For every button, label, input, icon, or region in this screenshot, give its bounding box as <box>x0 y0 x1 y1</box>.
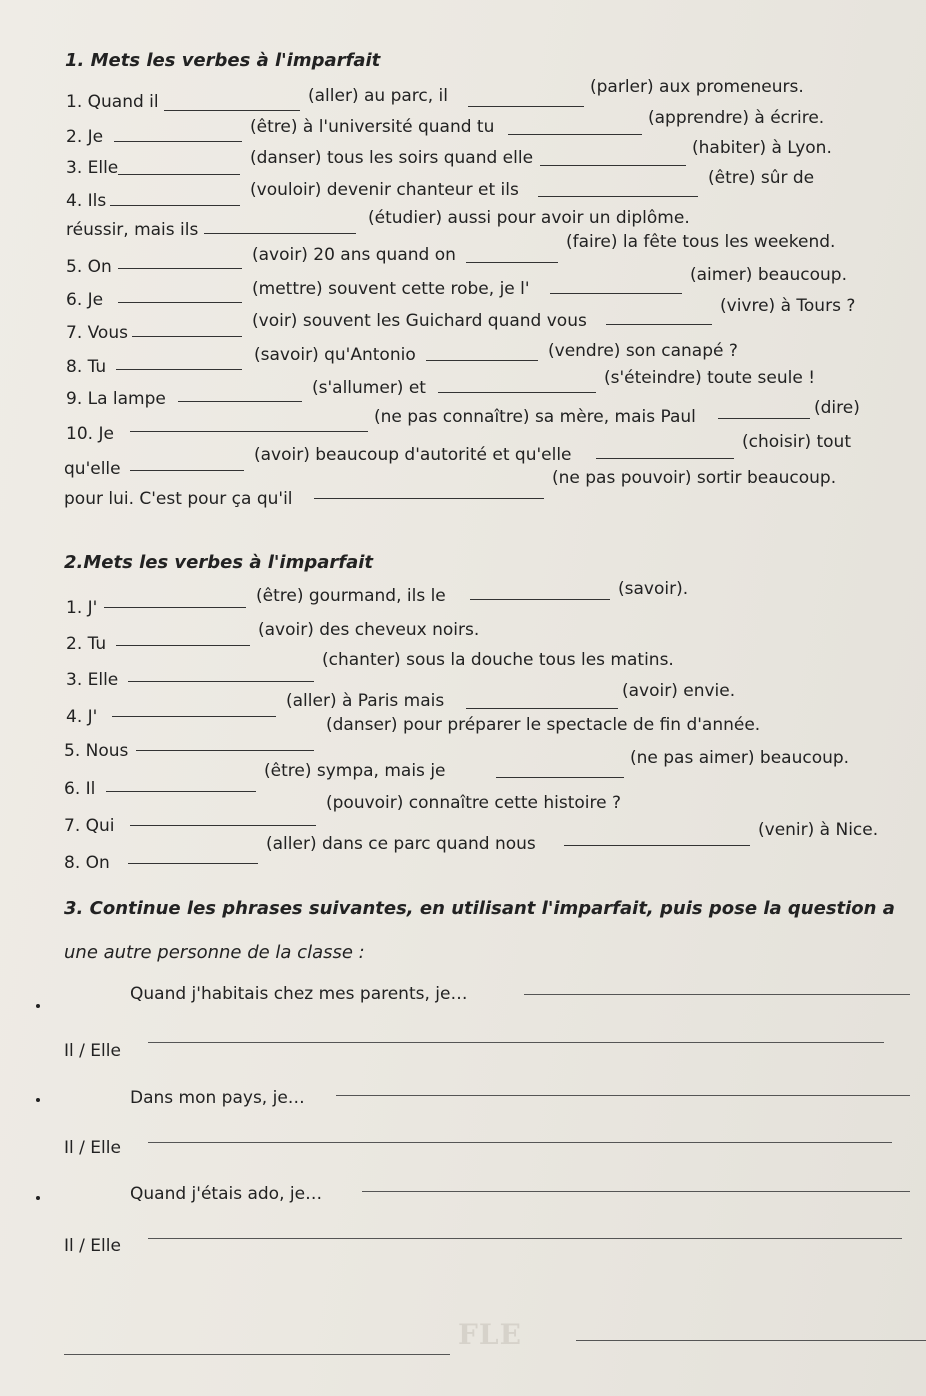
s2-r7-blank1[interactable] <box>130 825 316 826</box>
s2-r4-blank2[interactable] <box>466 708 618 709</box>
s2-r8-end: (venir) à Nice. <box>758 820 879 840</box>
s1-r3-start: 3. Elle <box>66 158 119 178</box>
s1-r4-blank1[interactable] <box>110 205 240 206</box>
s2-r5-start: 5. Nous <box>64 741 129 761</box>
s2-r8-start: 8. On <box>64 853 110 873</box>
s1-r4b-blank1[interactable] <box>204 233 356 234</box>
s2-r4-blank1[interactable] <box>112 716 276 717</box>
s2-r6-end: (ne pas aimer) beaucoup. <box>630 748 850 768</box>
s3-answer-line-3[interactable] <box>362 1191 910 1192</box>
s1-r7-end: (vivre) à Tours ? <box>720 296 856 316</box>
s1-r3-mid: (danser) tous les soirs quand elle <box>250 148 534 168</box>
s1-r2-start: 2. Je <box>66 127 104 147</box>
bullet-2 <box>36 1098 40 1102</box>
s3-prompt-2: Dans mon pays, je… <box>130 1088 305 1108</box>
s2-r8-blank1[interactable] <box>128 863 258 864</box>
s1-r10c-blank1[interactable] <box>314 498 544 499</box>
footer-rule-left <box>64 1354 450 1355</box>
section3-title-line2: une autre personne de la classe : <box>64 942 365 963</box>
s1-r9-mid: (s'allumer) et <box>312 378 426 398</box>
s1-r1-blank1[interactable] <box>164 110 300 111</box>
s1-r7-start: 7. Vous <box>66 323 128 343</box>
s2-r7-end: (pouvoir) connaître cette histoire ? <box>326 793 622 813</box>
s1-r4-start: 4. Ils <box>66 191 107 211</box>
s1-r5-end: (faire) la fête tous les weekend. <box>566 232 836 252</box>
s3-question-line-2[interactable] <box>148 1142 892 1143</box>
s1-r10b-mid: (avoir) beaucoup d'autorité et qu'elle <box>254 445 572 465</box>
section2-title: 2.Mets les verbes à l'imparfait <box>64 552 373 573</box>
s1-r5-mid: (avoir) 20 ans quand on <box>252 245 456 265</box>
s2-r1-start: 1. J' <box>66 598 98 618</box>
s1-r7-blank2[interactable] <box>606 324 712 325</box>
s2-r1-mid: (être) gourmand, ils le <box>256 586 446 606</box>
s3-prompt-3: Quand j'étais ado, je… <box>130 1184 323 1204</box>
s1-r4-mid: (vouloir) devenir chanteur et ils <box>250 180 519 200</box>
s1-r1-mid: (aller) au parc, il <box>308 86 449 106</box>
s3-prompt-1: Quand j'habitais chez mes parents, je… <box>130 984 468 1004</box>
s1-r6-start: 6. Je <box>66 290 104 310</box>
s1-r10b-blank1[interactable] <box>130 470 244 471</box>
s1-r4-end: (être) sûr de <box>708 168 815 188</box>
bullet-3 <box>36 1196 40 1200</box>
s1-r1-end: (parler) aux promeneurs. <box>590 77 804 97</box>
section1-title: 1. Mets les verbes à l'imparfait <box>65 50 381 71</box>
s1-r10b-blank2[interactable] <box>596 458 734 459</box>
s1-r10-mid: (ne pas connaître) sa mère, mais Paul <box>374 407 696 427</box>
s1-r6-blank2[interactable] <box>550 293 682 294</box>
s2-r5-end: (danser) pour préparer le spectacle de fin d'année. <box>326 715 761 735</box>
s2-r6-blank2[interactable] <box>496 777 624 778</box>
s1-r5-blank2[interactable] <box>466 262 558 263</box>
s1-r10-start: 10. Je <box>66 424 114 444</box>
s2-r3-start: 3. Elle <box>66 670 119 690</box>
s1-r4b-start: réussir, mais ils <box>66 220 199 240</box>
s1-r10c-start: pour lui. C'est pour ça qu'il <box>64 489 293 509</box>
s3-question-line-3[interactable] <box>148 1238 902 1239</box>
s2-r4-start: 4. J' <box>66 707 98 727</box>
s2-r7-start: 7. Qui <box>64 816 115 836</box>
s1-r5-start: 5. On <box>66 257 112 277</box>
s3-answer-label-2: Il / Elle <box>64 1138 121 1158</box>
s2-r2-start: 2. Tu <box>66 634 107 654</box>
s1-r2-end: (apprendre) à écrire. <box>648 108 825 128</box>
s2-r1-blank2[interactable] <box>470 599 610 600</box>
s1-r9-start: 9. La lampe <box>66 389 166 409</box>
s1-r2-mid: (être) à l'université quand tu <box>250 117 495 137</box>
s2-r1-end: (savoir). <box>618 579 689 599</box>
s2-r3-blank1[interactable] <box>128 681 314 682</box>
s1-r6-end: (aimer) beaucoup. <box>690 265 847 285</box>
s2-r4-end: (avoir) envie. <box>622 681 736 701</box>
footer-rule-right <box>576 1340 926 1341</box>
s3-answer-label-1: Il / Elle <box>64 1041 121 1061</box>
s1-r3-end: (habiter) à Lyon. <box>692 138 832 158</box>
s2-r6-start: 6. Il <box>64 779 96 799</box>
s3-question-line-1[interactable] <box>148 1042 884 1043</box>
s2-r8-blank2[interactable] <box>564 845 750 846</box>
fle-logo: FLE <box>458 1318 522 1351</box>
s2-r5-blank1[interactable] <box>136 750 314 751</box>
s1-r9-end: (s'éteindre) toute seule ! <box>604 368 816 388</box>
s1-r10b-start: qu'elle <box>64 459 121 479</box>
s1-r8-start: 8. Tu <box>66 357 107 377</box>
s3-answer-label-3: Il / Elle <box>64 1236 121 1256</box>
s3-answer-line-1[interactable] <box>524 994 910 995</box>
s2-r8-mid: (aller) dans ce parc quand nous <box>266 834 536 854</box>
s3-answer-line-2[interactable] <box>336 1095 910 1096</box>
s1-r8-blank1[interactable] <box>116 369 242 370</box>
s1-r9-blank2[interactable] <box>438 392 596 393</box>
s1-r4-blank2[interactable] <box>538 196 698 197</box>
s1-r9-blank1[interactable] <box>178 401 302 402</box>
s1-r2-blank2[interactable] <box>508 134 642 135</box>
s2-r6-blank1[interactable] <box>106 791 256 792</box>
s1-r8-blank2[interactable] <box>426 360 538 361</box>
s1-r5-blank1[interactable] <box>118 268 242 269</box>
s1-r7-blank1[interactable] <box>132 336 242 337</box>
s1-r10-end: (dire) <box>814 398 860 418</box>
s1-r10-blank1[interactable] <box>130 431 368 432</box>
s2-r3-end: (chanter) sous la douche tous les matins. <box>322 650 674 670</box>
s1-r4b-end: (étudier) aussi pour avoir un diplôme. <box>368 208 690 228</box>
s1-r10-blank2[interactable] <box>718 418 810 419</box>
s2-r2-end: (avoir) des cheveux noirs. <box>258 620 480 640</box>
s1-r6-mid: (mettre) souvent cette robe, je l' <box>252 279 530 299</box>
s2-r1-blank1[interactable] <box>104 607 246 608</box>
s1-r1-start: 1. Quand il <box>66 92 159 112</box>
s1-r3-blank2[interactable] <box>540 165 686 166</box>
bullet-1 <box>36 1004 40 1008</box>
s1-r10c-end: (ne pas pouvoir) sortir beaucoup. <box>552 468 837 488</box>
section3-title-line1: 3. Continue les phrases suivantes, en utilisant l'imparfait, puis pose la question a <box>64 898 895 919</box>
s1-r10b-end: (choisir) tout <box>742 432 851 452</box>
s1-r1-blank2[interactable] <box>468 106 584 107</box>
s1-r7-mid: (voir) souvent les Guichard quand vous <box>252 311 587 331</box>
s1-r8-end: (vendre) son canapé ? <box>548 341 738 361</box>
s1-r6-blank1[interactable] <box>118 302 242 303</box>
s2-r6-mid: (être) sympa, mais je <box>264 761 446 781</box>
s1-r8-mid: (savoir) qu'Antonio <box>254 345 416 365</box>
s1-r3-blank1[interactable] <box>118 174 240 175</box>
s1-r2-blank1[interactable] <box>114 141 242 142</box>
s2-r4-mid: (aller) à Paris mais <box>286 691 445 711</box>
s2-r2-blank1[interactable] <box>116 645 250 646</box>
